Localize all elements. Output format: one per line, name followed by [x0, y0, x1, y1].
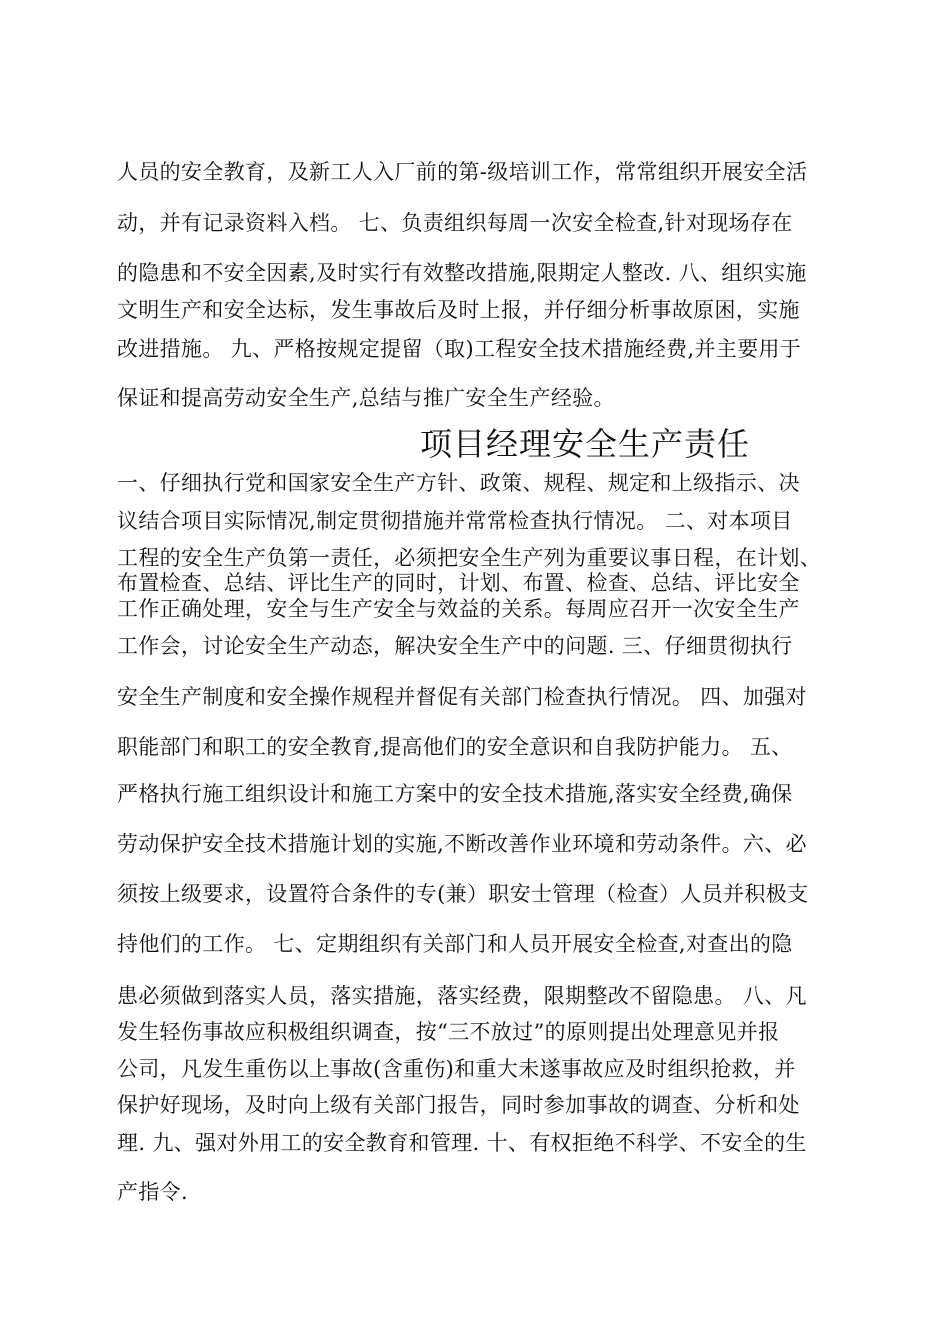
text-line: 患必须做到落实人员，落实措施，落实经费，限期整改不留隐患。 八、凡	[117, 984, 807, 1008]
text-line: 职能部门和职工的安全教育,提高他们的安全意识和自我防护能力。 五、	[117, 735, 793, 759]
text-line: 严格执行施工组织设计和施工方案中的安全技术措施,落实安全经费,确保	[117, 782, 793, 806]
text-line: 公司，凡发生重伤以上事故(含重伤)和重大未遂事故应及时组织抢救，并	[117, 1057, 796, 1081]
text-line: 保证和提高劳动安全生产,总结与推广安全生产经验。	[117, 386, 615, 410]
text-line: 工作会，讨论安全生产动态，解决安全生产中的问题. 三、仔细贯彻执行	[117, 634, 793, 658]
text-line: 发生轻伤事故应积极组织调查，按“三不放过”的原则提出处理意见并报	[117, 1020, 780, 1044]
text-line: 改进措施。 九、严格按规定提留（取)工程安全技术措施经费,并主要用于	[117, 337, 802, 361]
text-line: 安全生产制度和安全操作规程并督促有关部门检查执行情况。 四、加强对	[117, 685, 807, 709]
section-heading: 项目经理安全生产责任	[420, 425, 751, 463]
text-line: 一、仔细执行党和国家安全生产方针、政策、规程、规定和上级指示、决	[117, 471, 800, 495]
text-line: 理. 九、强对外用工的安全教育和管理. 十、有权拒绝不科学、不安全的生	[117, 1131, 807, 1155]
text-line: 保护好现场，及时向上级有关部门报告，同时参加事故的调查、分析和处	[117, 1093, 800, 1117]
text-line: 产指令.	[117, 1180, 189, 1204]
text-line: 的隐患和不安全因素,及时实行有效整改措施,限期定人整改. 八、组织实施	[117, 261, 807, 285]
text-line: 须按上级要求，设置符合条件的专(兼）职安士管理（检查）人员并积极支	[117, 882, 809, 906]
text-line: 劳动保护安全技术措施计划的实施,不断改善作业环境和劳动条件。六、必	[117, 832, 807, 856]
text-line: 持他们的工作。 七、定期组织有关部门和人员开展安全检查,对查出的隐	[117, 932, 793, 956]
text-line: 布置检查、总结、评比生产的同时，计划、布置、检查、总结、评比安全	[117, 571, 800, 595]
text-line: 工作正确处理，安全与生产安全与效益的关系。每周应召开一次安全生产	[117, 597, 800, 621]
text-line: 工程的安全生产负第一责任，必须把安全生产列为重要议事日程，在计划、	[117, 546, 822, 570]
text-line: 文明生产和安全达标，发生事故后及时上报，并仔细分析事故原困，实施	[117, 298, 800, 322]
text-line: 议结合项目实际情况,制定贯彻措施并常常检查执行情况。 二、对本项目	[117, 509, 793, 533]
text-line: 人员的安全教育，及新工人入厂前的第-级培训工作，常常组织开展安全活	[117, 160, 808, 184]
text-line: 动，并有记录资料入档。 七、负责组织每周一次安全检查,针对现场存在	[117, 211, 793, 235]
